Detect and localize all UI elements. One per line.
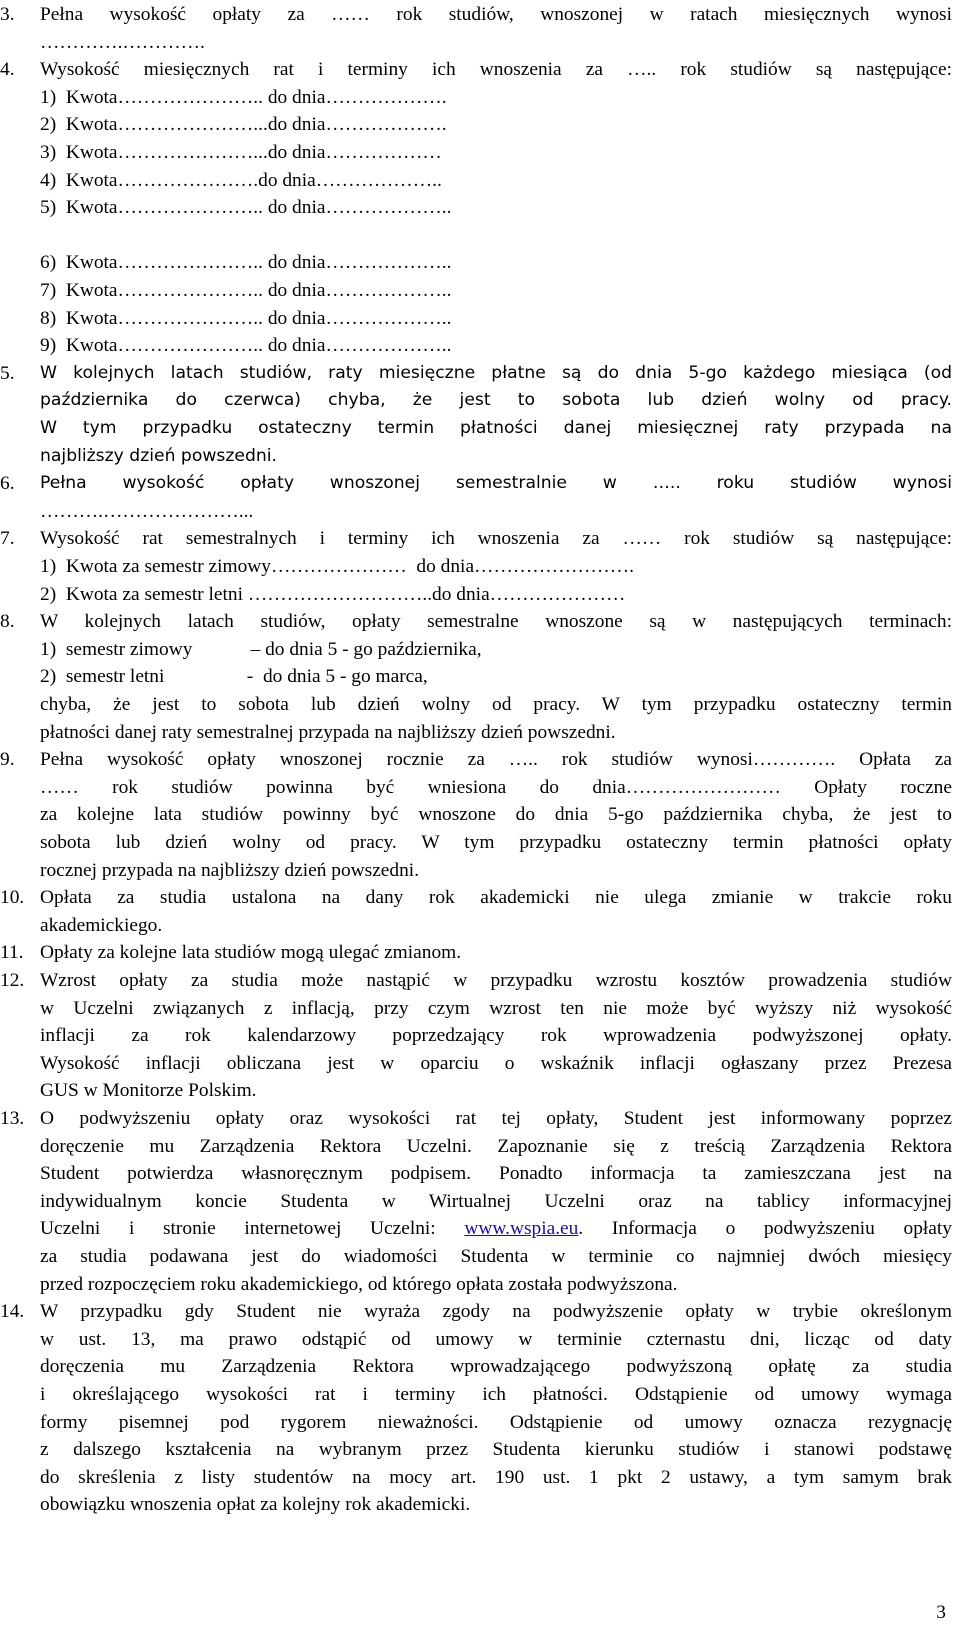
page-number: 3 bbox=[936, 1602, 946, 1623]
line-text: 7) Kwota………………….. do dnia……………….. bbox=[40, 280, 452, 301]
line-text: przed rozpoczęciem roku akademickiego, od którego opłata została podwyższona. bbox=[40, 1273, 678, 1295]
line-text: doręczenia mu Zarządzenia Rektora wprowadzającego podwyższoną opłatę za studia bbox=[40, 1356, 952, 1378]
line-text: akademickiego. bbox=[40, 914, 163, 936]
line-text: w Uczelni związanych z inflacją, przy czym wzrost ten nie może być wyższy niż wysokość bbox=[40, 997, 952, 1019]
line-text: rocznej przypada na najbliższy dzień powszedni. bbox=[40, 859, 420, 881]
line-text: 1) Kwota za semestr zimowy………………… do dnia……………………. bbox=[40, 556, 635, 577]
item-number: 8. bbox=[0, 611, 15, 633]
line-text: 2) Kwota…………………...do dnia………………. bbox=[40, 114, 447, 136]
line-text: za kolejne lata studiów powinny być wnoszone do dnia 5-go października chyba, że jest to bbox=[40, 804, 952, 826]
item-number: 10. bbox=[0, 887, 25, 909]
line-text: Student potwierdza własnoręcznym podpisem. Ponadto informacja ta zamieszczana jest na bbox=[40, 1163, 952, 1185]
line-text bbox=[40, 1214, 952, 1243]
line-text: 6) Kwota………………….. do dnia……………….. bbox=[40, 252, 452, 274]
line-text: Wysokość rat semestralnych i terminy ich wnoszenia za …… rok studiów są następujące: bbox=[40, 528, 952, 550]
line-text: formy pisemnej pod rygorem nieważności. Odstąpienie od umowy oznacza rezygnację bbox=[40, 1411, 952, 1433]
line-text-before-link: Uczelni i stronie internetowej Uczelni: bbox=[40, 1218, 465, 1240]
line-text: Pełna wysokość opłaty za …… rok studiów, wnoszonej w ratach miesięcznych wynosi bbox=[40, 4, 952, 25]
line-text: obowiązku wnoszenia opłat za kolejny rok akademicki. bbox=[40, 1494, 471, 1516]
line-text: z dalszego kształcenia na wybranym przez Studenta kierunku studiów i stanowi podstawę bbox=[40, 1439, 952, 1461]
item-number: 5. bbox=[0, 362, 15, 384]
line-text: W tym przypadku ostateczny termin płatności danej miesięcznej raty przypada na bbox=[40, 418, 952, 438]
line-text: płatności danej raty semestralnej przypada na najbliższy dzień powszedni. bbox=[40, 721, 616, 743]
item-number: 13. bbox=[0, 1108, 25, 1129]
line-text: O podwyższeniu opłaty oraz wysokości rat tej opłaty, Student jest informowany poprzez bbox=[40, 1108, 952, 1129]
line-text: 1) Kwota………………….. do dnia………………. bbox=[40, 86, 447, 108]
line-text: za studia podawana jest do wiadomości Studenta w terminie co najmniej dwóch miesięcy bbox=[40, 1246, 952, 1267]
item-number: 12. bbox=[0, 970, 25, 991]
line-text: Opłaty za kolejne lata studiów mogą ulegać zmianom. bbox=[40, 942, 462, 964]
line-text: W przypadku gdy Student nie wyraża zgody na podwyższenie opłaty w trybie określonym bbox=[40, 1301, 952, 1323]
line-text: ……….…………………... bbox=[40, 500, 254, 522]
line-text: Wysokość miesięcznych rat i terminy ich wnoszenia za ….. rok studiów są następujące: bbox=[40, 59, 952, 81]
item-number: 6. bbox=[0, 473, 15, 495]
line-text: Wzrost opłaty za studia może nastąpić w przypadku wzrostu kosztów prowadzenia studiów bbox=[40, 970, 952, 991]
item-number: 3. bbox=[0, 4, 15, 25]
item-number: 11. bbox=[0, 942, 24, 964]
line-text: W kolejnych latach studiów, raty miesięczne płatne są do dnia 5-go każdego miesiąca (od bbox=[40, 362, 952, 383]
line-text: 5) Kwota………………….. do dnia……………….. bbox=[40, 197, 452, 219]
line-text: sobota lub dzień wolny od pracy. W tym przypadku ostateczny termin płatności opłaty bbox=[40, 832, 952, 853]
line-text: 2) semestr letni - do dnia 5 - go marca, bbox=[40, 666, 428, 688]
line-text: w ust. 13, ma prawo odstąpić od umowy w terminie czternastu dni, licząc od daty bbox=[40, 1328, 952, 1350]
line-text: chyba, że jest to sobota lub dzień wolny od pracy. W tym przypadku ostateczny termin bbox=[40, 694, 952, 715]
line-text: 3) Kwota…………………...do dnia……………… bbox=[40, 142, 442, 163]
line-text: 9) Kwota………………….. do dnia……………….. bbox=[40, 335, 452, 357]
item-number: 4. bbox=[0, 59, 15, 81]
line-text: Wysokość inflacji obliczana jest w oparciu o wskaźnik inflacji ogłaszany przez Prezesa bbox=[40, 1052, 952, 1074]
item-number: 14. bbox=[0, 1301, 25, 1323]
line-text: 4) Kwota………………….do dnia……………….. bbox=[40, 169, 442, 191]
line-text: inflacji za rok kalendarzowy poprzedzający rok wprowadzenia podwyższonej opłaty. bbox=[40, 1025, 952, 1047]
line-text: Pełna wysokość opłaty wnoszonej rocznie za ….. rok studiów wynosi…………. Opłata za bbox=[40, 749, 952, 771]
line-text: 1) semestr zimowy – do dnia 5 - go października, bbox=[40, 638, 482, 660]
line-text: …… rok studiów powinna być wniesiona do dnia…………………… Opłaty roczne bbox=[40, 776, 952, 798]
item-number: 7. bbox=[0, 528, 15, 550]
line-text: 8) Kwota………………….. do dnia……………….. bbox=[40, 307, 452, 329]
item-number: 9. bbox=[0, 749, 15, 771]
line-text: i określającego wysokości rat i terminy ich płatności. Odstąpienie od umowy wymaga bbox=[40, 1384, 952, 1405]
line-text: Pełna wysokość opłaty wnoszonej semestralnie w ….. roku studiów wynosi bbox=[40, 473, 952, 494]
website-link[interactable]: www.wspia.eu bbox=[464, 1218, 579, 1240]
line-text: doręczenie mu Zarządzenia Rektora Uczelni. Zapoznanie się z treścią Zarządzenia Rektora bbox=[40, 1135, 952, 1157]
line-text: W kolejnych latach studiów, opłaty semestralne wnoszone są w następujących terminach: bbox=[40, 611, 952, 633]
line-text: ………….…………. bbox=[40, 31, 205, 53]
line-text: Opłata za studia ustalona na dany rok akademicki nie ulega zmianie w trakcie roku bbox=[40, 887, 952, 909]
line-text: GUS w Monitorze Polskim. bbox=[40, 1080, 257, 1102]
line-text: października do czerwca) chyba, że jest to sobota lub dzień wolny od pracy. bbox=[40, 390, 952, 411]
line-text: do skreślenia z listy studentów na mocy art. 190 ust. 1 pkt 2 ustawy, a tym samym brak bbox=[40, 1466, 952, 1488]
line-text: indywidualnym koncie Studenta w Wirtualnej Uczelni oraz na tablicy informacyjnej bbox=[40, 1190, 952, 1212]
line-text: 2) Kwota za semestr letni ………………………..do dnia………………… bbox=[40, 583, 626, 605]
line-text-after-link: . Informacja o podwyższeniu opłaty bbox=[578, 1218, 952, 1240]
line-text: najbliższy dzień powszedni. bbox=[40, 445, 278, 466]
